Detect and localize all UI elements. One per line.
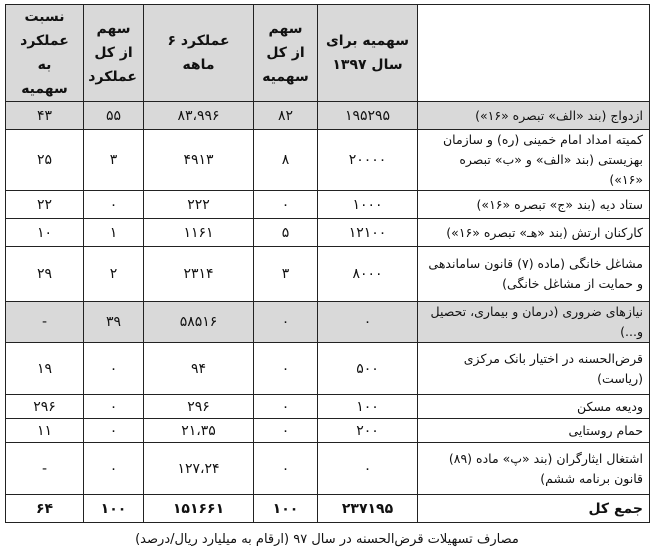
table-row <box>6 395 650 419</box>
cell-performance-share: ۰ <box>84 419 144 443</box>
cell-quota: ۸۰۰۰ <box>318 247 418 302</box>
cell-quota-share: ۰ <box>254 443 318 495</box>
row-label: کارکنان ارتش (بند «هـ» تبصره «۱۶») <box>418 219 650 247</box>
cell-ratio: - <box>6 302 84 343</box>
cell-performance: ۱۱۶۱ <box>144 219 254 247</box>
cell-ratio: ۴۳ <box>6 102 84 130</box>
cell-ratio: ۱۰ <box>6 219 84 247</box>
cell-performance: ۴۹۱۳ <box>144 130 254 191</box>
cell-ratio: ۲۹۶ <box>6 395 84 419</box>
cell-performance-share: ۰ <box>84 343 144 395</box>
cell-quota: ۰ <box>318 443 418 495</box>
cell-quota-share: ۰ <box>254 343 318 395</box>
table-row <box>6 302 650 343</box>
cell-ratio: ۱۹ <box>6 343 84 395</box>
cell-performance: ۸۳،۹۹۶ <box>144 102 254 130</box>
cell-quota: ۱۹۵۲۹۵ <box>318 102 418 130</box>
cell-quota: ۲۰۰ <box>318 419 418 443</box>
table-row <box>6 443 650 495</box>
cell-quota-share: ۸۲ <box>254 102 318 130</box>
cell-performance-share: ۰ <box>84 191 144 219</box>
cell-quota: ۱۰۰ <box>318 395 418 419</box>
table-row <box>6 130 650 191</box>
cell-performance: ۱۲۷،۲۴ <box>144 443 254 495</box>
cell-quota: ۱۲۱۰۰ <box>318 219 418 247</box>
cell-ratio: ۲۲ <box>6 191 84 219</box>
cell-performance-share: ۵۵ <box>84 102 144 130</box>
cell-quota-share: ۳ <box>254 247 318 302</box>
header-row <box>6 5 650 102</box>
cell-performance: ۲۳۱۴ <box>144 247 254 302</box>
table-row <box>6 102 650 130</box>
cell-performance-share: ۱ <box>84 219 144 247</box>
cell-performance: ۹۴ <box>144 343 254 395</box>
table-row <box>6 495 650 523</box>
header-ratio: نسبت عملکرد به سهمیه <box>6 5 84 102</box>
row-label: اشتغال ایثارگران (بند «پ» ماده (۸۹) قانون برنامه ششم) <box>418 443 650 495</box>
cell-ratio: ۲۵ <box>6 130 84 191</box>
cell-quota: ۲۰۰۰۰ <box>318 130 418 191</box>
cell-performance: ۱۵۱۶۶۱ <box>144 495 254 523</box>
loan-usage-table <box>5 4 650 523</box>
cell-quota: ۰ <box>318 302 418 343</box>
cell-performance-share: ۳۹ <box>84 302 144 343</box>
row-label: قرض‌الحسنه در اختیار بانک مرکزی (ریاست) <box>418 343 650 395</box>
cell-ratio: ۲۹ <box>6 247 84 302</box>
cell-performance: ۲۲۲ <box>144 191 254 219</box>
table-row <box>6 343 650 395</box>
cell-ratio: - <box>6 443 84 495</box>
table-row <box>6 191 650 219</box>
row-label: ودیعه مسکن <box>418 395 650 419</box>
cell-quota: ۱۰۰۰ <box>318 191 418 219</box>
header-quota-share: سهم از کل سهمیه <box>254 5 318 102</box>
cell-quota-share: ۸ <box>254 130 318 191</box>
row-label: ستاد دیه (بند «ج» تبصره «۱۶») <box>418 191 650 219</box>
cell-quota-share: ۰ <box>254 302 318 343</box>
row-label: مشاغل خانگی (ماده (۷) قانون ساماندهی و حمایت از مشاغل خانگی) <box>418 247 650 302</box>
cell-quota: ۵۰۰ <box>318 343 418 395</box>
row-label: جمع کل <box>418 495 650 523</box>
row-label: ازدواج (بند «الف» تبصره «۱۶») <box>418 102 650 130</box>
cell-ratio: ۶۴ <box>6 495 84 523</box>
cell-performance: ۲۹۶ <box>144 395 254 419</box>
cell-quota-share: ۵ <box>254 219 318 247</box>
table-body <box>6 102 650 523</box>
cell-quota: ۲۳۷۱۹۵ <box>318 495 418 523</box>
header-corner <box>418 5 650 102</box>
cell-quota-share: ۰ <box>254 419 318 443</box>
table-row <box>6 419 650 443</box>
cell-performance-share: ۰ <box>84 395 144 419</box>
table-row <box>6 219 650 247</box>
cell-performance-share: ۱۰۰ <box>84 495 144 523</box>
table-row <box>6 247 650 302</box>
cell-ratio: ۱۱ <box>6 419 84 443</box>
cell-performance-share: ۳ <box>84 130 144 191</box>
row-label: حمام روستایی <box>418 419 650 443</box>
cell-performance-share: ۲ <box>84 247 144 302</box>
cell-quota-share: ۰ <box>254 395 318 419</box>
header-performance: عملکرد ۶ ماهه <box>144 5 254 102</box>
cell-performance: ۲۱،۳۵ <box>144 419 254 443</box>
cell-performance: ۵۸۵۱۶ <box>144 302 254 343</box>
row-label: نیازهای ضروری (درمان و بیماری، تحصیل و...) <box>418 302 650 343</box>
header-performance-share: سهم از کل عملکرد <box>84 5 144 102</box>
row-label: کمیته امداد امام خمینی (ره) و سازمان بهزیستی (بند «الف» و «ب» تبصره «۱۶») <box>418 130 650 191</box>
header-quota: سهمیه برای سال ۱۳۹۷ <box>318 5 418 102</box>
cell-quota-share: ۱۰۰ <box>254 495 318 523</box>
cell-performance-share: ۰ <box>84 443 144 495</box>
table-caption: مصارف تسهیلات قرض‌الحسنه در سال ۹۷ (ارقام به میلیارد ریال/درصد) <box>135 532 519 547</box>
cell-quota-share: ۰ <box>254 191 318 219</box>
